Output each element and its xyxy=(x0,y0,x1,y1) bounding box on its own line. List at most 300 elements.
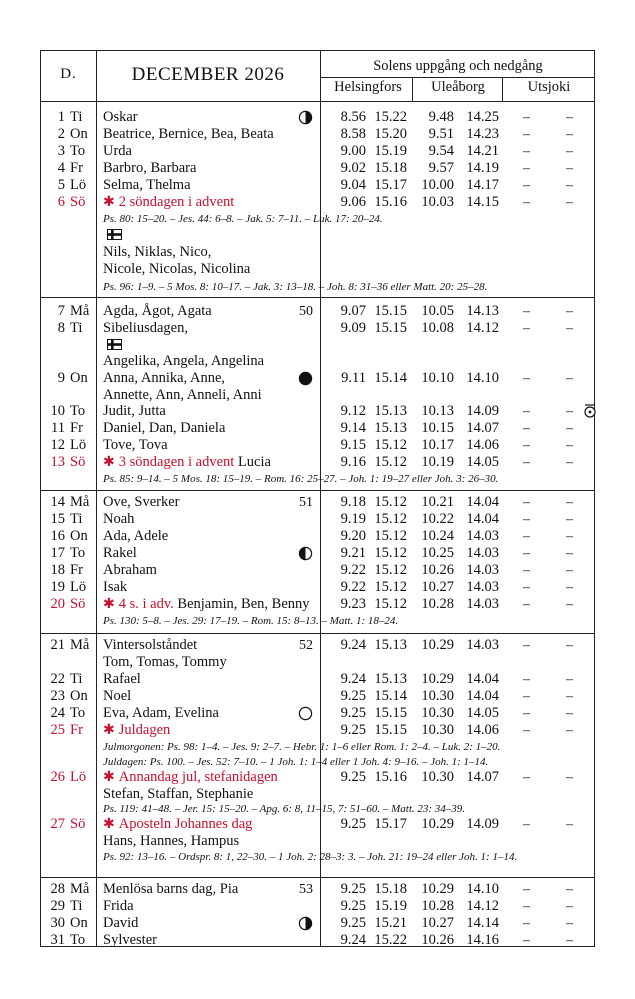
name-day-suffix: Benjamin, Ben, Benny xyxy=(173,596,310,612)
uleaborg-sunrise: 10.30 xyxy=(421,705,454,721)
helsingfors-sunset: 15.12 xyxy=(374,562,407,578)
helsingfors-sunrise: 8.58 xyxy=(340,126,366,142)
day-number: 16 xyxy=(50,528,65,544)
day-names xyxy=(103,303,212,320)
day-names xyxy=(103,637,197,654)
uleaborg-sunrise: 10.29 xyxy=(421,881,454,897)
helsingfors-sunset: 15.13 xyxy=(374,420,407,436)
uleaborg-sunrise: 10.30 xyxy=(421,688,454,704)
day-names-text: David xyxy=(103,915,139,931)
helsingfors-sunrise: 9.24 xyxy=(340,637,366,653)
holy-day-star-icon: ✱ xyxy=(103,817,115,832)
helsingfors-sunset: 15.15 xyxy=(374,320,407,336)
weekday: To xyxy=(70,932,86,948)
helsingfors-sunrise: 9.19 xyxy=(340,511,366,527)
day-names-text: Oskar xyxy=(103,109,138,125)
utsjoki-sunset: – xyxy=(566,770,573,785)
uleaborg-sunrise: 10.30 xyxy=(421,722,454,738)
day-number: 6 xyxy=(57,194,65,210)
helsingfors-sunrise: 9.24 xyxy=(340,932,366,948)
day-names-text: Rafael xyxy=(103,671,141,687)
helsingfors-sunset: 15.20 xyxy=(374,126,407,142)
utsjoki-sunset: – xyxy=(566,916,573,931)
uleaborg-sunrise: 10.17 xyxy=(421,437,454,453)
utsjoki-sunset: – xyxy=(566,161,573,176)
day-names xyxy=(103,881,238,898)
utsjoki-sunrise: – xyxy=(523,455,530,470)
scripture-reading: Ps. 92: 13–16. – Ordspr. 8: 1, 22–30. – 1 Joh. 2: 28–3: 3. – Joh. 21: 19–24 eller Joh. 1: 1–14. xyxy=(103,851,518,863)
day-number: 30 xyxy=(50,915,65,931)
uleaborg-sunset: 14.07 xyxy=(466,420,499,436)
day-names-extra xyxy=(103,337,122,354)
day-number: 23 xyxy=(50,688,65,704)
day-names-text: Sibeliusdagen, xyxy=(103,320,188,336)
day-number: 31 xyxy=(50,932,65,948)
weekday: Lö xyxy=(70,579,87,595)
helsingfors-sunrise: 9.23 xyxy=(340,596,366,612)
day-names xyxy=(103,177,191,194)
helsingfors-sunset: 15.14 xyxy=(374,688,407,704)
day-names-text: Judit, Jutta xyxy=(103,403,166,419)
day-column-header: D. xyxy=(60,66,77,82)
day-number: 22 xyxy=(50,671,65,687)
polar-night-sun-icon xyxy=(583,403,597,423)
uleaborg-sunrise: 10.29 xyxy=(421,637,454,653)
city-utsjoki: Utsjoki xyxy=(527,79,571,95)
day-number: 1 xyxy=(57,109,65,125)
helsingfors-sunset: 15.12 xyxy=(374,596,407,612)
utsjoki-sunrise: – xyxy=(523,672,530,687)
utsjoki-sunset: – xyxy=(566,899,573,914)
column-divider xyxy=(96,51,97,946)
helsingfors-sunrise: 9.25 xyxy=(340,915,366,931)
day-number: 14 xyxy=(50,494,65,510)
week-divider xyxy=(41,877,594,878)
utsjoki-sunrise: – xyxy=(523,495,530,510)
day-names xyxy=(103,320,188,337)
day-names-text: Noah xyxy=(103,511,135,527)
utsjoki-sunrise: – xyxy=(523,882,530,897)
uleaborg-sunset: 14.04 xyxy=(466,494,499,510)
helsingfors-sunrise: 9.20 xyxy=(340,528,366,544)
day-number: 25 xyxy=(50,722,65,738)
utsjoki-sunrise: – xyxy=(523,127,530,142)
day-names xyxy=(103,579,127,596)
day-number: 29 xyxy=(50,898,65,914)
helsingfors-sunrise: 9.25 xyxy=(340,722,366,738)
helsingfors-sunset: 15.14 xyxy=(374,370,407,386)
uleaborg-sunrise: 9.54 xyxy=(428,143,454,159)
day-number: 10 xyxy=(50,403,65,419)
day-names-text: Abraham xyxy=(103,562,157,578)
utsjoki-sunset: – xyxy=(566,689,573,704)
helsingfors-sunset: 15.17 xyxy=(374,177,407,193)
helsingfors-sunset: 15.22 xyxy=(374,932,407,948)
helsingfors-sunrise: 9.12 xyxy=(340,403,366,419)
uleaborg-sunset: 14.04 xyxy=(466,511,499,527)
utsjoki-sunset: – xyxy=(566,933,573,948)
uleaborg-sunrise: 10.15 xyxy=(421,420,454,436)
uleaborg-sunrise: 10.03 xyxy=(421,194,454,210)
uleaborg-sunset: 14.10 xyxy=(466,370,499,386)
helsingfors-sunset: 15.13 xyxy=(374,403,407,419)
uleaborg-sunset: 14.06 xyxy=(466,437,499,453)
day-number: 26 xyxy=(50,769,65,785)
day-number: 3 xyxy=(57,143,65,159)
weekday: On xyxy=(70,915,88,931)
helsingfors-sunrise: 9.22 xyxy=(340,579,366,595)
day-names xyxy=(103,420,225,437)
weekday: On xyxy=(70,688,88,704)
utsjoki-sunset: – xyxy=(566,304,573,319)
uleaborg-sunrise: 10.24 xyxy=(421,528,454,544)
helsingfors-sunrise: 9.14 xyxy=(340,420,366,436)
uleaborg-sunset: 14.23 xyxy=(466,126,499,142)
uleaborg-sunset: 14.05 xyxy=(466,705,499,721)
day-number: 28 xyxy=(50,881,65,897)
scripture-reading: Ps. 119: 41–48. – Jer. 15: 15–20. – Apg. 6: 8, 11–15, 7: 51–60. – Matt. 23: 34–39. xyxy=(103,803,466,815)
utsjoki-sunset: – xyxy=(566,597,573,612)
day-number: 24 xyxy=(50,705,65,721)
sun-subheader-divider xyxy=(321,77,594,78)
day-number: 9 xyxy=(57,370,65,386)
utsjoki-sunset: – xyxy=(566,882,573,897)
day-names-text: Selma, Thelma xyxy=(103,177,191,193)
uleaborg-sunrise: 10.29 xyxy=(421,816,454,832)
utsjoki-sunset: – xyxy=(566,529,573,544)
uleaborg-sunset: 14.12 xyxy=(466,320,499,336)
uleaborg-sunset: 14.03 xyxy=(466,562,499,578)
day-names-text: 4 s. i adv. xyxy=(118,596,174,612)
weekday: On xyxy=(70,528,88,544)
utsjoki-sunset: – xyxy=(566,127,573,142)
utsjoki-sunrise: – xyxy=(523,178,530,193)
day-names xyxy=(103,194,234,211)
day-names-extra: Nils, Niklas, Nico, xyxy=(103,244,212,260)
utsjoki-sunrise: – xyxy=(523,706,530,721)
day-number: 18 xyxy=(50,562,65,578)
day-names xyxy=(103,494,180,511)
helsingfors-sunrise: 9.25 xyxy=(340,769,366,785)
day-names-text: Frida xyxy=(103,898,134,914)
utsjoki-sunset: – xyxy=(566,421,573,436)
helsingfors-sunset: 15.15 xyxy=(374,722,407,738)
day-names xyxy=(103,562,157,579)
utsjoki-sunset: – xyxy=(566,455,573,470)
week-number: 51 xyxy=(299,495,313,510)
weekday: To xyxy=(70,545,86,561)
weekday: To xyxy=(70,705,86,721)
uleaborg-sunrise: 10.25 xyxy=(421,545,454,561)
utsjoki-sunrise: – xyxy=(523,321,530,336)
utsjoki-sunrise: – xyxy=(523,546,530,561)
day-number: 2 xyxy=(57,126,65,142)
week-divider xyxy=(41,490,594,491)
uleaborg-sunset: 14.03 xyxy=(466,596,499,612)
uleaborg-sunrise: 10.08 xyxy=(421,320,454,336)
helsingfors-sunrise: 9.02 xyxy=(340,160,366,176)
utsjoki-sunrise: – xyxy=(523,512,530,527)
day-names-text: 2 söndagen i advent xyxy=(118,194,235,210)
uleaborg-sunset: 14.14 xyxy=(466,915,499,931)
utsjoki-sunrise: – xyxy=(523,899,530,914)
day-names-text: Annandag jul, stefanidagen xyxy=(118,769,278,785)
helsingfors-sunset: 15.12 xyxy=(374,454,407,470)
helsingfors-sunrise: 9.06 xyxy=(340,194,366,210)
uleaborg-sunrise: 9.48 xyxy=(428,109,454,125)
month-title: DECEMBER 2026 xyxy=(131,64,285,85)
day-names xyxy=(103,932,157,949)
day-names-text: Aposteln Johannes dag xyxy=(118,816,253,832)
helsingfors-sunset: 15.19 xyxy=(374,898,407,914)
utsjoki-sunset: – xyxy=(566,195,573,210)
day-names xyxy=(103,126,274,143)
helsingfors-sunrise: 8.56 xyxy=(340,109,366,125)
uleaborg-sunset: 14.03 xyxy=(466,637,499,653)
day-number: 13 xyxy=(50,454,65,470)
utsjoki-sunrise: – xyxy=(523,597,530,612)
day-names-text: Eva, Adam, Evelina xyxy=(103,705,219,721)
helsingfors-sunset: 15.16 xyxy=(374,194,407,210)
uleaborg-sunset: 14.04 xyxy=(466,688,499,704)
day-number: 12 xyxy=(50,437,65,453)
uleaborg-sunset: 14.03 xyxy=(466,528,499,544)
utsjoki-sunrise: – xyxy=(523,304,530,319)
day-names-text: Agda, Ågot, Agata xyxy=(103,303,212,319)
weekday: Ti xyxy=(70,671,83,687)
utsjoki-sunset: – xyxy=(566,438,573,453)
helsingfors-sunrise: 9.04 xyxy=(340,177,366,193)
uleaborg-sunrise: 10.27 xyxy=(421,579,454,595)
uleaborg-sunrise: 10.10 xyxy=(421,370,454,386)
day-names-extra: Tom, Tomas, Tommy xyxy=(103,654,227,670)
day-names-extra: Stefan, Staffan, Stephanie xyxy=(103,786,254,802)
helsingfors-sunset: 15.12 xyxy=(374,511,407,527)
uleaborg-sunset: 14.05 xyxy=(466,454,499,470)
day-number: 4 xyxy=(57,160,65,176)
utsjoki-sunset: – xyxy=(566,178,573,193)
helsingfors-sunset: 15.12 xyxy=(374,545,407,561)
uleaborg-sunset: 14.16 xyxy=(466,932,499,948)
utsjoki-sunset: – xyxy=(566,495,573,510)
utsjoki-sunset: – xyxy=(566,817,573,832)
helsingfors-sunrise: 9.25 xyxy=(340,705,366,721)
uleaborg-sunset: 14.06 xyxy=(466,722,499,738)
finnish-flag-icon xyxy=(107,229,122,240)
day-names-text: Tove, Tova xyxy=(103,437,168,453)
day-names-text: Ada, Adele xyxy=(103,528,169,544)
helsingfors-sunrise: 9.22 xyxy=(340,562,366,578)
weekday: To xyxy=(70,143,86,159)
day-names xyxy=(103,596,310,613)
holy-day-star-icon: ✱ xyxy=(103,770,115,785)
utsjoki-sunrise: – xyxy=(523,438,530,453)
helsingfors-sunrise: 9.21 xyxy=(340,545,366,561)
weekday: Fr xyxy=(70,160,83,176)
utsjoki-sunrise: – xyxy=(523,638,530,653)
utsjoki-sunrise: – xyxy=(523,529,530,544)
utsjoki-sunset: – xyxy=(566,638,573,653)
day-names-text: Anna, Annika, Anne, xyxy=(103,370,226,386)
scripture-reading: Ps. 130: 5–8. – Jes. 29: 17–19. – Rom. 15: 8–13. – Matt. 1: 18–24. xyxy=(103,615,399,627)
day-number: 20 xyxy=(50,596,65,612)
utsjoki-sunset: – xyxy=(566,672,573,687)
weekday: Fr xyxy=(70,722,83,738)
day-number: 17 xyxy=(50,545,65,561)
day-number: 21 xyxy=(50,637,65,653)
utsjoki-sunrise: – xyxy=(523,144,530,159)
helsingfors-sunset: 15.18 xyxy=(374,881,407,897)
uleaborg-sunset: 14.07 xyxy=(466,769,499,785)
uleaborg-sunrise: 10.30 xyxy=(421,769,454,785)
uleaborg-sunrise: 10.26 xyxy=(421,932,454,948)
day-names xyxy=(103,454,271,471)
day-names xyxy=(103,671,141,688)
finnish-flag-icon xyxy=(107,339,122,350)
week-divider xyxy=(41,633,594,634)
day-names xyxy=(103,688,131,705)
day-names-text: Isak xyxy=(103,579,128,595)
helsingfors-sunset: 15.15 xyxy=(374,705,407,721)
weekday: Må xyxy=(70,303,90,319)
uleaborg-sunrise: 10.21 xyxy=(421,494,454,510)
day-names-text: Sylvester xyxy=(103,932,157,948)
uleaborg-sunrise: 10.28 xyxy=(421,596,454,612)
day-names-text: Juldagen xyxy=(118,722,171,738)
day-number: 5 xyxy=(57,177,65,193)
day-names-text: Noel xyxy=(103,688,132,704)
utsjoki-sunrise: – xyxy=(523,580,530,595)
utsjoki-sunrise: – xyxy=(523,916,530,931)
week-number: 50 xyxy=(299,304,313,319)
utsjoki-sunset: – xyxy=(566,371,573,386)
helsingfors-sunset: 15.12 xyxy=(374,528,407,544)
helsingfors-sunset: 15.17 xyxy=(374,816,407,832)
weekday: Må xyxy=(70,494,90,510)
day-names xyxy=(103,160,196,177)
week-number: 52 xyxy=(299,638,313,653)
day-number: 7 xyxy=(57,303,65,319)
day-names xyxy=(103,915,138,932)
helsingfors-sunrise: 9.25 xyxy=(340,881,366,897)
uleaborg-sunset: 14.03 xyxy=(466,579,499,595)
uleaborg-sunset: 14.04 xyxy=(466,671,499,687)
moon-first-quarter-icon xyxy=(298,110,313,129)
utsjoki-sunrise: – xyxy=(523,933,530,948)
scripture-reading: Ps. 85: 9–14. – 5 Mos. 18: 15–19. – Rom. 16: 25–27. – Joh. 1: 19–27 eller Joh. 3: 26–30. xyxy=(103,473,499,485)
utsjoki-sunrise: – xyxy=(523,161,530,176)
uleaborg-sunrise: 10.26 xyxy=(421,562,454,578)
day-names-extra: Nicole, Nicolas, Nicolina xyxy=(103,261,251,277)
holy-day-star-icon: ✱ xyxy=(103,195,115,210)
holy-day-star-icon: ✱ xyxy=(103,723,115,738)
utsjoki-sunset: – xyxy=(566,144,573,159)
helsingfors-sunrise: 9.16 xyxy=(340,454,366,470)
uleaborg-sunset: 14.13 xyxy=(466,303,499,319)
utsjoki-sunset: – xyxy=(566,546,573,561)
holiday-title xyxy=(103,227,122,244)
helsingfors-sunset: 15.22 xyxy=(374,109,407,125)
helsingfors-sunrise: 9.25 xyxy=(340,816,366,832)
day-names-text: Ove, Sverker xyxy=(103,494,180,510)
utsjoki-sunrise: – xyxy=(523,421,530,436)
utsjoki-sunrise: – xyxy=(523,689,530,704)
day-names xyxy=(103,528,168,545)
day-names xyxy=(103,403,166,420)
uleaborg-sunrise: 9.51 xyxy=(428,126,454,142)
weekday: Sö xyxy=(70,454,86,470)
helsingfors-sunset: 15.13 xyxy=(374,637,407,653)
helsingfors-sunset: 15.21 xyxy=(374,915,407,931)
uleaborg-sunrise: 10.29 xyxy=(421,671,454,687)
uleaborg-sunset: 14.12 xyxy=(466,898,499,914)
day-names-text: Rakel xyxy=(103,545,137,561)
uleaborg-sunset: 14.21 xyxy=(466,143,499,159)
day-names xyxy=(103,722,170,739)
helsingfors-sunset: 15.15 xyxy=(374,303,407,319)
day-names-text: 3 söndagen i advent xyxy=(118,454,235,470)
helsingfors-sunrise: 9.18 xyxy=(340,494,366,510)
day-number: 15 xyxy=(50,511,65,527)
utsjoki-sunrise: – xyxy=(523,563,530,578)
utsjoki-sunrise: – xyxy=(523,817,530,832)
uleaborg-sunset: 14.15 xyxy=(466,194,499,210)
helsingfors-sunrise: 9.11 xyxy=(341,370,366,386)
name-day-suffix: Lucia xyxy=(234,454,271,470)
weekday: Lö xyxy=(70,437,87,453)
holy-day-star-icon: ✱ xyxy=(103,597,115,612)
uleaborg-sunrise: 10.27 xyxy=(421,915,454,931)
day-names-text: Urda xyxy=(103,143,132,159)
day-names xyxy=(103,816,252,833)
day-names xyxy=(103,545,137,562)
city-uleaborg: Uleåborg xyxy=(431,79,485,95)
day-names-text: Daniel, Dan, Daniela xyxy=(103,420,226,436)
city-helsingfors: Helsingfors xyxy=(334,79,402,95)
helsingfors-sunrise: 9.00 xyxy=(340,143,366,159)
uleaborg-sunrise: 10.00 xyxy=(421,177,454,193)
moon-first-quarter-icon xyxy=(298,916,313,935)
utsjoki-sunrise: – xyxy=(523,404,530,419)
uleaborg-sunset: 14.25 xyxy=(466,109,499,125)
helsingfors-sunrise: 9.24 xyxy=(340,671,366,687)
weekday: Ti xyxy=(70,511,83,527)
utsjoki-sunset: – xyxy=(566,404,573,419)
weekday: On xyxy=(70,126,88,142)
weekday: Sö xyxy=(70,816,86,832)
day-names-extra: Annette, Ann, Anneli, Anni xyxy=(103,387,262,403)
utsjoki-sunrise: – xyxy=(523,770,530,785)
weekday: Sö xyxy=(70,194,86,210)
scripture-reading: Ps. 80: 15–20. – Jes. 44: 6–8. – Jak. 5: 7–11. – Luk. 17: 20–24. xyxy=(103,213,383,225)
helsingfors-sunset: 15.12 xyxy=(374,494,407,510)
weekday: Ti xyxy=(70,320,83,336)
utsjoki-sunset: – xyxy=(566,723,573,738)
day-names xyxy=(103,370,225,387)
day-number: 8 xyxy=(57,320,65,336)
day-names xyxy=(103,898,134,915)
helsingfors-sunset: 15.18 xyxy=(374,160,407,176)
weekday: Må xyxy=(70,881,90,897)
day-names-text: Vintersolståndet xyxy=(103,637,198,653)
scripture-reading: Julmorgonen: Ps. 98: 1–4. – Jes. 9: 2–7. – Hebr. 1: 1–6 eller Rom. 1: 2–4. – Luk. 2: 1–20. xyxy=(103,741,501,753)
day-names-text: Menlösa barns dag, Pia xyxy=(103,881,239,897)
weekday: Lö xyxy=(70,177,87,193)
utsjoki-sunrise: – xyxy=(523,195,530,210)
week-number: 53 xyxy=(299,882,313,897)
uleaborg-sunset: 14.10 xyxy=(466,881,499,897)
utsjoki-sunset: – xyxy=(566,706,573,721)
